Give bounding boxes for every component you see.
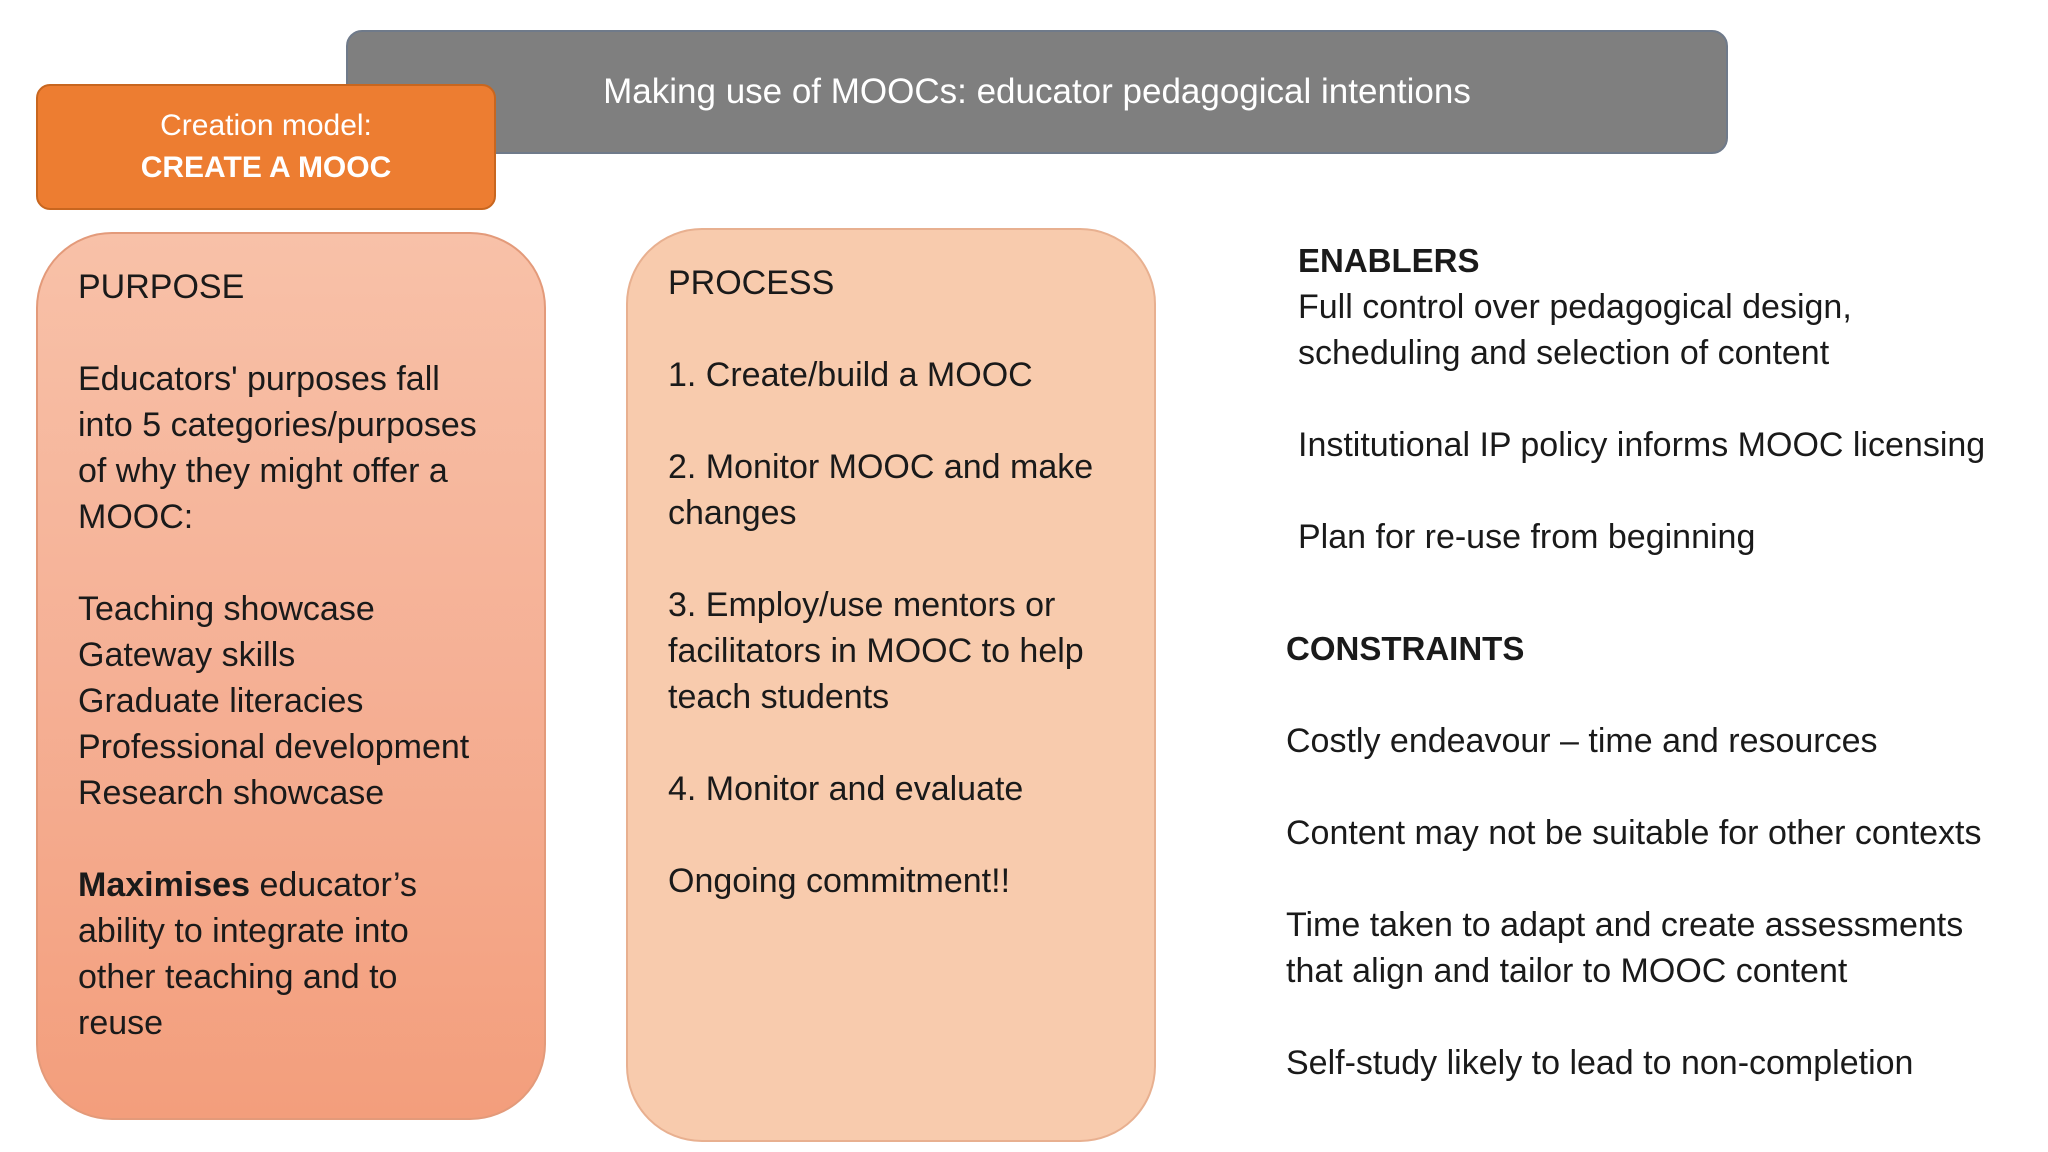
constraint-line: that align and tailor to MOOC content	[1286, 952, 1848, 990]
enabler-line: Full control over pedagogical design,	[1298, 288, 1852, 326]
enabler-line: scheduling and selection of content	[1298, 334, 1830, 372]
constraints-heading: CONSTRAINTS	[1286, 630, 1525, 667]
purpose-closing-text: educator’s	[250, 866, 417, 904]
process-step-line: 4. Monitor and evaluate	[668, 770, 1024, 808]
purpose-closing-line: ability to integrate into	[78, 912, 409, 950]
creation-model-badge	[36, 84, 496, 210]
constraints-section	[1286, 626, 1982, 1086]
purpose-category: Gateway skills	[78, 636, 296, 674]
purpose-intro-line: MOOC:	[78, 498, 194, 536]
purpose-closing-bold: Maximises	[78, 866, 250, 904]
process-step-line: 3. Employ/use mentors or	[668, 586, 1056, 624]
purpose-closing-line: other teaching and to	[78, 958, 398, 996]
purpose-intro-line: Educators' purposes fall	[78, 360, 440, 398]
purpose-category: Professional development	[78, 728, 470, 766]
purpose-category: Research showcase	[78, 774, 385, 812]
purpose-closing-line: reuse	[78, 1004, 164, 1042]
title-banner	[346, 30, 1728, 154]
purpose-heading: PURPOSE	[78, 268, 245, 306]
model-name: CREATE A MOOC	[140, 151, 392, 184]
purpose-category: Teaching showcase	[78, 590, 375, 628]
purpose-category: Graduate literacies	[78, 682, 364, 720]
process-step-line: 2. Monitor MOOC and make	[668, 448, 1094, 486]
purpose-intro-line: into 5 categories/purposes	[78, 406, 477, 444]
enablers-section	[1298, 238, 1985, 560]
process-heading: PROCESS	[668, 264, 835, 302]
process-step-line: Ongoing commitment!!	[668, 862, 1011, 900]
constraint-line: Costly endeavour – time and resources	[1286, 722, 1878, 760]
constraint-line: Time taken to adapt and create assessments	[1286, 906, 1964, 944]
purpose-closing-line	[78, 862, 524, 908]
purpose-card	[36, 232, 546, 1120]
purpose-intro-line: of why they might offer a	[78, 452, 448, 490]
constraint-line: Content may not be suitable for other contexts	[1286, 814, 1982, 852]
process-step-line: teach students	[668, 678, 890, 716]
enabler-line: Plan for re-use from beginning	[1298, 518, 1756, 556]
enabler-line: Institutional IP policy informs MOOC licensing	[1298, 426, 1986, 464]
model-label: Creation model:	[160, 109, 372, 142]
process-step-line: changes	[668, 494, 797, 532]
enablers-heading: ENABLERS	[1298, 242, 1480, 279]
constraint-line: Self-study likely to lead to non-completion	[1286, 1044, 1914, 1082]
process-card	[626, 228, 1156, 1142]
process-step-line: 1. Create/build a MOOC	[668, 356, 1033, 394]
process-step-line: facilitators in MOOC to help	[668, 632, 1084, 670]
page-title: Making use of MOOCs: educator pedagogical intentions	[603, 72, 1471, 111]
